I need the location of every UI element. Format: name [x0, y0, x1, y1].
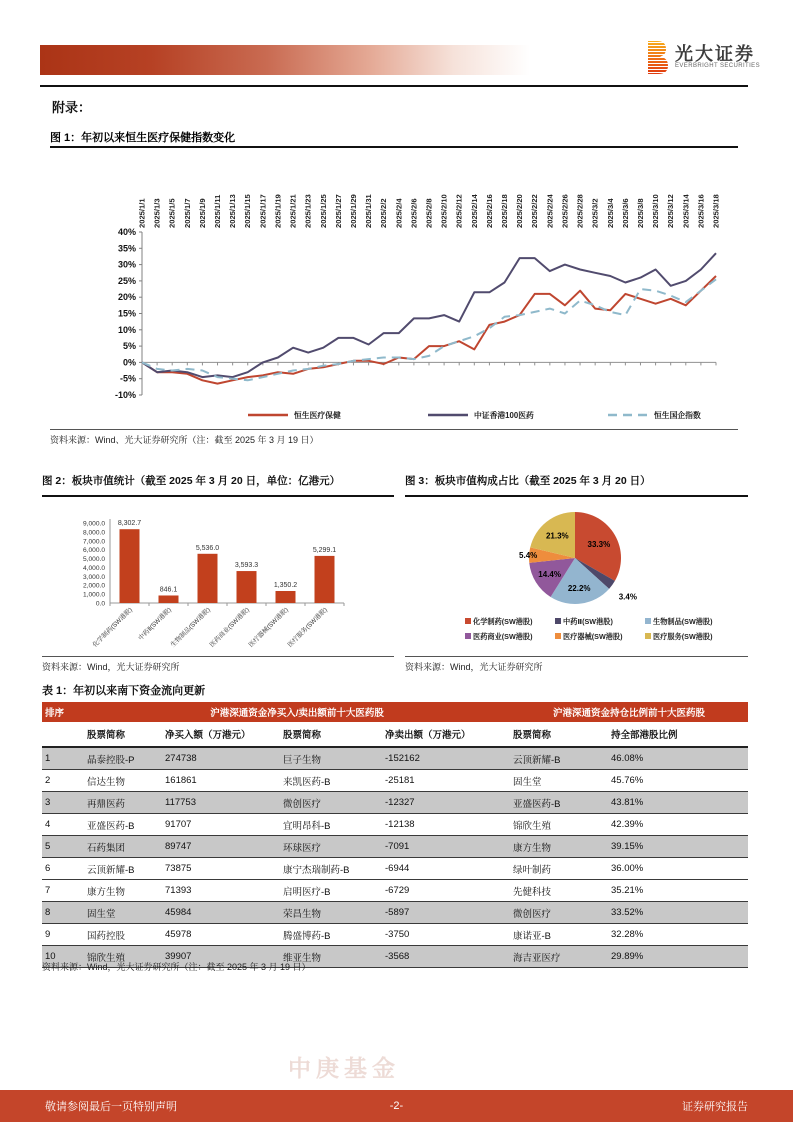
table-cell: 石药集团: [84, 836, 162, 858]
series-恒生医疗保健: [142, 276, 716, 384]
pie-legend-label: 医疗服务(SW港股): [653, 632, 713, 641]
x-tick-label: 2025/3/6: [620, 198, 630, 228]
header-rule: [40, 85, 748, 87]
series-中证香港100医药: [142, 253, 716, 377]
logo-mark-icon: [645, 40, 669, 74]
legend-label: 恒生医疗保健: [294, 411, 341, 420]
table-cell: 康诺亚-B: [510, 924, 608, 946]
footer-bar: [0, 1090, 793, 1122]
table-cell: 固生堂: [84, 902, 162, 924]
bar-value-label: 846.1: [159, 586, 178, 594]
pie-legend-swatch: [465, 633, 471, 639]
pie-slice-label: 14.4%: [538, 569, 561, 579]
fig2-source: 资料来源：Wind，光大证券研究所: [42, 662, 180, 672]
pie-slice-label: 3.4%: [618, 592, 637, 602]
pie-legend-label: 医药商业(SW港股): [473, 632, 533, 641]
legend-label: 中证香港100医药: [474, 411, 534, 420]
table-cell: 微创医疗: [510, 902, 608, 924]
bar-category-label: 生物制品(SW港股): [169, 606, 212, 649]
fig1-source-rule: [50, 429, 738, 430]
table-row: [42, 924, 748, 946]
logo-cn: 光大证券: [675, 43, 755, 64]
table-cell: 巨子生物: [280, 747, 382, 770]
x-tick-label: 2025/1/13: [228, 194, 238, 228]
y-tick-label: 4,000.0: [83, 564, 105, 572]
table-cell: 宜明昂科-B: [280, 814, 382, 836]
fig1-caption: 图 1：年初以来恒生医疗保健指数变化: [50, 132, 236, 144]
y-tick-label: 1,000.0: [83, 591, 105, 599]
line-chart: [98, 158, 746, 435]
col-header-stock2: 股票简称: [280, 722, 382, 747]
table-cell: 5: [42, 836, 84, 858]
pie-chart: [405, 503, 750, 661]
col-header-net-sell: 净卖出额（万港元）: [382, 722, 510, 747]
fig2-source-rule: [42, 656, 394, 657]
table-cell: 89747: [162, 836, 280, 858]
pie-slice-label: 22.2%: [567, 584, 591, 594]
x-tick-label: 2025/3/12: [666, 194, 676, 228]
table1-caption: 表 1：年初以来南下资金流向更新: [42, 685, 206, 697]
table-cell: -7091: [382, 836, 510, 858]
table-cell: 91707: [162, 814, 280, 836]
x-tick-label: 2025/3/18: [711, 194, 721, 228]
x-tick-label: 2025/1/17: [258, 194, 268, 228]
table-cell: 来凯医药-B: [280, 770, 382, 792]
x-tick-label: 2025/1/7: [182, 198, 192, 228]
bar: [120, 529, 140, 603]
x-tick-label: 2025/1/11: [213, 194, 223, 228]
x-tick-label: 2025/1/21: [288, 194, 298, 228]
pie-legend-swatch: [555, 618, 561, 624]
table-cell: 7: [42, 880, 84, 902]
x-tick-label: 2025/1/15: [243, 194, 253, 228]
pie-legend-swatch: [645, 618, 651, 624]
appendix-label: 附录：: [52, 100, 92, 115]
x-tick-label: 2025/1/19: [273, 194, 283, 228]
bar: [276, 591, 296, 603]
x-tick-label: 2025/1/23: [303, 194, 313, 228]
bar-value-label: 8,302.7: [117, 520, 142, 528]
table-cell: 荣昌生物: [280, 902, 382, 924]
table-cell: 绿叶制药: [510, 858, 608, 880]
x-tick-label: 2025/1/29: [348, 194, 358, 228]
x-tick-label: 2025/1/31: [364, 194, 374, 228]
table-row: [42, 880, 748, 902]
x-tick-label: 2025/2/14: [469, 194, 479, 228]
watermark: 中庚基金: [288, 1055, 400, 1081]
table-cell: 161861: [162, 770, 280, 792]
table-cell: -25181: [382, 770, 510, 792]
group-header-buy-sell: 沪港深通资金净买入/卖出额前十大医药股: [84, 702, 510, 722]
fig3-source-rule: [405, 656, 748, 657]
table-cell: 45.76%: [608, 770, 748, 792]
x-tick-label: 2025/3/4: [605, 198, 615, 228]
table-group-header-row: [42, 702, 748, 722]
x-tick-label: 2025/2/28: [575, 194, 585, 228]
x-tick-label: 2025/2/22: [530, 194, 540, 228]
bar-category-label: 医疗服务(SW港股): [286, 606, 329, 649]
table-cell: 32.28%: [608, 924, 748, 946]
bar-category-label: 医疗器械(SW港股): [247, 606, 290, 649]
logo-en: EVERBRIGHT SECURITIES: [675, 63, 760, 70]
x-tick-label: 2025/2/10: [439, 194, 449, 228]
y-tick-label: 10%: [117, 324, 136, 335]
table-cell: -6729: [382, 880, 510, 902]
table-cell: 71393: [162, 880, 280, 902]
bar-value-label: 5,299.1: [312, 546, 337, 554]
table-cell: 8: [42, 902, 84, 924]
y-tick-label: 35%: [117, 243, 136, 254]
x-tick-label: 2025/2/4: [394, 198, 404, 228]
table-cell: 康宁杰瑞制药-B: [280, 858, 382, 880]
fig2-caption-rule: [42, 495, 394, 497]
southbound-table: [42, 702, 748, 968]
y-tick-label: 6,000.0: [83, 547, 105, 555]
table-cell: 117753: [162, 792, 280, 814]
footer-disclaimer: 敬请参阅最后一页特别声明: [45, 1101, 177, 1113]
table-cell: 启明医疗-B: [280, 880, 382, 902]
table-cell: 9: [42, 924, 84, 946]
y-tick-label: 2,000.0: [83, 582, 105, 590]
x-tick-label: 2025/3/14: [681, 194, 691, 228]
table-cell: -6944: [382, 858, 510, 880]
table-cell: 43.81%: [608, 792, 748, 814]
x-tick-label: 2025/2/2: [379, 198, 389, 228]
x-tick-label: 2025/1/3: [152, 198, 162, 228]
pie-slice-label: 5.4%: [519, 551, 538, 561]
group-header-rank: 排序: [42, 702, 84, 722]
line-chart-svg: [98, 158, 746, 430]
table-row: [42, 836, 748, 858]
table-cell: -5897: [382, 902, 510, 924]
table-cell: 39907: [162, 946, 280, 968]
fig3-caption: 图 3：板块市值构成占比（截至 2025 年 3 月 20 日）: [405, 475, 651, 487]
y-tick-label: 0.0: [95, 600, 105, 608]
table-column-header-row: [42, 722, 748, 747]
table-cell: -3568: [382, 946, 510, 968]
fig2-caption: 图 2：板块市值统计（截至 2025 年 3 月 20 日，单位：亿港元）: [42, 475, 341, 487]
x-tick-label: 2025/3/16: [696, 194, 706, 228]
col-header-stock3: 股票简称: [510, 722, 608, 747]
table-cell: -152162: [382, 747, 510, 770]
table-cell: 晶泰控股-P: [84, 747, 162, 770]
pie-slice-label: 33.3%: [587, 540, 611, 550]
pie-legend-swatch: [555, 633, 561, 639]
table-row: [42, 858, 748, 880]
x-tick-label: 2025/1/5: [167, 198, 177, 228]
bar-value-label: 3,593.3: [234, 562, 259, 570]
y-tick-label: 3,000.0: [83, 573, 105, 581]
y-tick-label: 30%: [117, 259, 136, 270]
legend-label: 恒生国企指数: [654, 411, 701, 420]
table-row: [42, 902, 748, 924]
table-cell: 腾盛博药-B: [280, 924, 382, 946]
bar-value-label: 1,350.2: [273, 581, 298, 589]
table-row: [42, 770, 748, 792]
pie-legend-swatch: [645, 633, 651, 639]
fig1-source: 资料来源：Wind、光大证券研究所（注：截至 2025 年 3 月 19 日）: [50, 435, 319, 445]
x-tick-label: 2025/2/20: [515, 194, 525, 228]
fig3-source: 资料来源：Wind，光大证券研究所: [405, 662, 543, 672]
header-gradient-band: [40, 45, 545, 75]
col-header-net-buy: 净买入额（万港元）: [162, 722, 280, 747]
footer-report-type: 证券研究报告: [681, 1101, 748, 1113]
pie-legend-label: 生物制品(SW港股): [653, 617, 713, 626]
table-cell: 45984: [162, 902, 280, 924]
bar-chart: [52, 507, 397, 660]
x-tick-label: 2025/1/1: [137, 198, 147, 228]
y-tick-label: 7,000.0: [83, 538, 105, 546]
x-tick-label: 2025/2/8: [424, 198, 434, 228]
table-cell: 1: [42, 747, 84, 770]
x-tick-label: 2025/1/27: [333, 194, 343, 228]
table-cell: 45978: [162, 924, 280, 946]
table-cell: 国药控股: [84, 924, 162, 946]
x-tick-label: 2025/2/16: [484, 194, 494, 228]
x-tick-label: 2025/2/12: [454, 194, 464, 228]
x-tick-label: 2025/3/2: [590, 198, 600, 228]
table-cell: 维亚生物: [280, 946, 382, 968]
y-tick-label: 8,000.0: [83, 529, 105, 537]
table-cell: -12327: [382, 792, 510, 814]
table-cell: 固生堂: [510, 770, 608, 792]
table-row: [42, 792, 748, 814]
y-tick-label: 25%: [117, 275, 136, 286]
x-tick-label: 2025/2/24: [545, 194, 555, 228]
fig1-caption-rule: [50, 146, 738, 148]
y-tick-label: 40%: [117, 227, 136, 237]
bar-category-label: 化学制药(SW港股): [91, 606, 134, 649]
y-tick-label: 9,000.0: [83, 520, 105, 528]
pie-legend-swatch: [465, 618, 471, 624]
table-cell: 4: [42, 814, 84, 836]
table-cell: 33.52%: [608, 902, 748, 924]
bar: [159, 595, 179, 603]
x-tick-label: 2025/2/6: [409, 198, 419, 228]
y-tick-label: 20%: [117, 292, 136, 303]
table-cell: 2: [42, 770, 84, 792]
col-header-stock1: 股票简称: [84, 722, 162, 747]
bar-category-label: 医药商业(SW港股): [208, 606, 251, 649]
x-tick-label: 2025/1/9: [197, 198, 207, 228]
bar-chart-svg: [52, 507, 397, 655]
group-header-holding: 沪港深通资金持仓比例前十大医药股: [510, 702, 748, 722]
table-cell: 环球医疗: [280, 836, 382, 858]
table-cell: 42.39%: [608, 814, 748, 836]
x-tick-label: 2025/1/25: [318, 194, 328, 228]
y-tick-label: -5%: [119, 373, 136, 384]
table-cell: 39.15%: [608, 836, 748, 858]
table-cell: 36.00%: [608, 858, 748, 880]
table-cell: 29.89%: [608, 946, 748, 968]
table-cell: 3: [42, 792, 84, 814]
col-header-holding-pct: 持全部港股比例: [608, 722, 748, 747]
table-cell: 亚盛医药-B: [510, 792, 608, 814]
table-cell: -12138: [382, 814, 510, 836]
bar: [198, 554, 218, 603]
fig3-caption-rule: [405, 495, 748, 497]
pie-legend-label: 医疗器械(SW港股): [563, 632, 623, 641]
table-cell: -3750: [382, 924, 510, 946]
table-cell: 73875: [162, 858, 280, 880]
bar: [237, 571, 257, 603]
y-tick-label: 5%: [122, 341, 136, 352]
table-cell: 先健科技: [510, 880, 608, 902]
y-tick-label: -10%: [114, 390, 136, 400]
x-tick-label: 2025/3/8: [635, 198, 645, 228]
table-cell: 274738: [162, 747, 280, 770]
x-tick-label: 2025/2/18: [500, 194, 510, 228]
table-cell: 46.08%: [608, 747, 748, 770]
table-cell: 锦欣生殖: [510, 814, 608, 836]
table-cell: 锦欣生殖: [84, 946, 162, 968]
bar-value-label: 5,536.0: [195, 544, 220, 552]
table-cell: 康方生物: [84, 880, 162, 902]
table-cell: 35.21%: [608, 880, 748, 902]
page-number: -2-: [389, 1100, 404, 1112]
bar: [315, 556, 335, 603]
table-cell: 信达生物: [84, 770, 162, 792]
everbright-logo: [645, 40, 760, 74]
table-cell: 亚盛医药-B: [84, 814, 162, 836]
y-tick-label: 0%: [122, 357, 136, 368]
pie-slice-label: 21.3%: [545, 531, 569, 541]
y-tick-label: 5,000.0: [83, 556, 105, 564]
x-tick-label: 2025/3/10: [651, 194, 661, 228]
table1-source: 资料来源：Wind，光大证券研究所（注：截至 2025 年 3 月 19 日）: [42, 962, 311, 972]
col-header-empty: [42, 722, 84, 747]
table-cell: 10: [42, 946, 84, 968]
table-cell: 再鼎医药: [84, 792, 162, 814]
x-tick-label: 2025/2/26: [560, 194, 570, 228]
table-cell: 云顶新耀-B: [510, 747, 608, 770]
table-cell: 海吉亚医疗: [510, 946, 608, 968]
table-cell: 康方生物: [510, 836, 608, 858]
table-cell: 微创医疗: [280, 792, 382, 814]
bar-category-label: 中药Ⅱ(SW港股): [137, 606, 173, 643]
table-cell: 6: [42, 858, 84, 880]
pie-chart-svg: [405, 503, 750, 656]
table-row: [42, 814, 748, 836]
table-row: [42, 747, 748, 770]
pie-legend-label: 中药Ⅱ(SW港股): [563, 617, 613, 626]
y-tick-label: 15%: [117, 308, 136, 319]
table-cell: 云顶新耀-B: [84, 858, 162, 880]
pie-legend-label: 化学制药(SW港股): [473, 617, 533, 626]
